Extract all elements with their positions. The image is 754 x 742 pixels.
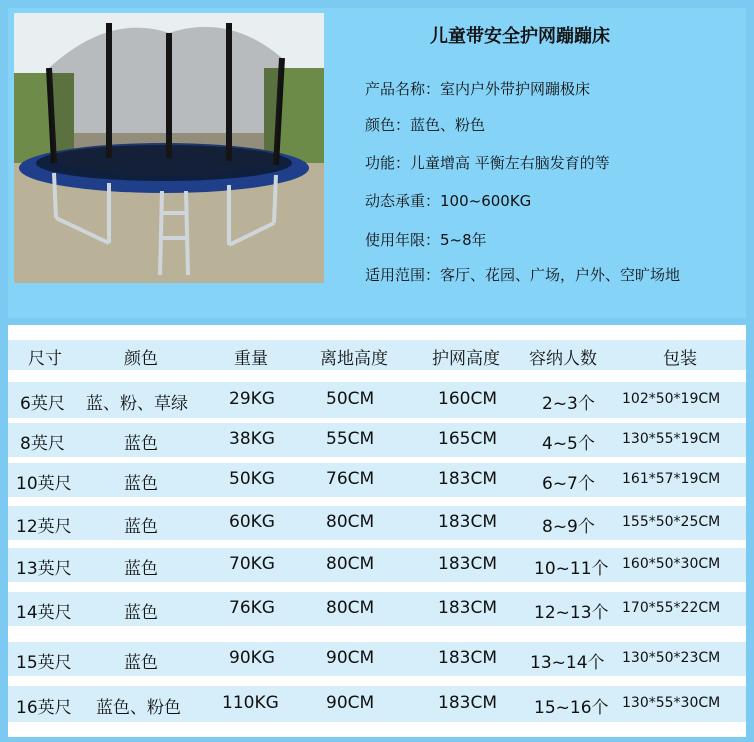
cell-weight: 110KG	[222, 693, 279, 713]
size-spec-table	[8, 325, 746, 737]
cell-capacity: 4~5个	[542, 434, 595, 454]
cell-packaging: 102*50*19CM	[622, 391, 721, 407]
cell-net-height: 183CM	[438, 693, 497, 713]
cell-ground-height: 80CM	[326, 512, 375, 532]
cell-color: 蓝色	[124, 603, 158, 623]
cell-capacity: 8~9个	[542, 517, 595, 537]
cell-color: 蓝色、粉色	[96, 698, 181, 718]
spec-usage: 适用范围：客厅、花园、广场，户外、空旷场地	[365, 266, 681, 284]
cell-packaging: 170*55*22CM	[622, 600, 721, 616]
cell-net-height: 160CM	[438, 389, 497, 409]
cell-ground-height: 80CM	[326, 554, 375, 574]
cell-capacity: 13~14个	[530, 653, 605, 673]
table-row	[8, 592, 746, 626]
cell-weight: 38KG	[229, 429, 275, 449]
cell-capacity: 15~16个	[534, 698, 609, 718]
cell-color: 蓝色	[124, 517, 158, 537]
cell-weight: 29KG	[229, 389, 275, 409]
cell-size: 8英尺	[20, 434, 65, 454]
cell-ground-height: 76CM	[326, 469, 375, 489]
cell-net-height: 183CM	[438, 469, 497, 489]
cell-ground-height: 50CM	[326, 389, 375, 409]
cell-size: 12英尺	[16, 517, 72, 537]
spec-function: 功能：儿童增高 平衡左右脑发育的等	[365, 154, 610, 172]
cell-ground-height: 80CM	[326, 598, 375, 618]
cell-packaging: 161*57*19CM	[622, 471, 721, 487]
header-capacity: 容纳人数	[529, 349, 597, 369]
header-color: 颜色	[124, 349, 158, 369]
cell-weight: 60KG	[229, 512, 275, 532]
cell-color: 蓝、粉、草绿	[86, 394, 188, 414]
cell-size: 10英尺	[16, 474, 72, 494]
cell-net-height: 183CM	[438, 554, 497, 574]
cell-packaging: 130*55*30CM	[622, 695, 721, 711]
spec-color: 颜色：蓝色、粉色	[365, 116, 486, 134]
table-row	[8, 548, 746, 582]
header-ground-height: 离地高度	[320, 349, 388, 369]
cell-capacity: 12~13个	[534, 603, 609, 623]
cell-net-height: 165CM	[438, 429, 497, 449]
cell-capacity: 6~7个	[542, 474, 595, 494]
cell-ground-height: 55CM	[326, 429, 375, 449]
cell-capacity: 2~3个	[542, 394, 595, 414]
trampoline-photo	[14, 13, 324, 283]
header-net-height: 护网高度	[432, 349, 500, 369]
table-row	[8, 382, 746, 418]
table-row	[8, 506, 746, 540]
cell-packaging: 155*50*25CM	[622, 514, 721, 530]
cell-size: 13英尺	[16, 559, 72, 579]
spec-product-name: 产品名称：室内户外带护网蹦极床	[365, 80, 591, 98]
cell-capacity: 10~11个	[534, 559, 609, 579]
table-row	[8, 686, 746, 722]
cell-color: 蓝色	[124, 559, 158, 579]
cell-net-height: 183CM	[438, 512, 497, 532]
table-header-row	[8, 340, 746, 370]
table-row	[8, 423, 746, 457]
cell-weight: 90KG	[229, 648, 275, 668]
cell-ground-height: 90CM	[326, 648, 375, 668]
cell-size: 14英尺	[16, 603, 72, 623]
spec-lifespan: 使用年限：5~8年	[365, 231, 487, 249]
cell-weight: 70KG	[229, 554, 275, 574]
header-packaging: 包装	[663, 349, 697, 369]
cell-color: 蓝色	[124, 653, 158, 673]
header-weight: 重量	[234, 349, 268, 369]
cell-color: 蓝色	[124, 474, 158, 494]
table-row	[8, 642, 746, 676]
header-size: 尺寸	[28, 349, 62, 369]
cell-size: 15英尺	[16, 653, 72, 673]
cell-packaging: 160*50*30CM	[622, 556, 721, 572]
cell-size: 16英尺	[16, 698, 72, 718]
cell-color: 蓝色	[124, 434, 158, 454]
product-title: 儿童带安全护网蹦蹦床	[430, 26, 610, 47]
cell-ground-height: 90CM	[326, 693, 375, 713]
spec-load: 动态承重：100~600KG	[365, 192, 532, 210]
cell-net-height: 183CM	[438, 648, 497, 668]
cell-size: 6英尺	[20, 394, 65, 414]
trampoline-image	[14, 13, 324, 283]
cell-weight: 76KG	[229, 598, 275, 618]
table-row	[8, 463, 746, 497]
cell-packaging: 130*55*19CM	[622, 431, 721, 447]
cell-weight: 50KG	[229, 469, 275, 489]
cell-packaging: 130*50*23CM	[622, 650, 721, 666]
cell-net-height: 183CM	[438, 598, 497, 618]
